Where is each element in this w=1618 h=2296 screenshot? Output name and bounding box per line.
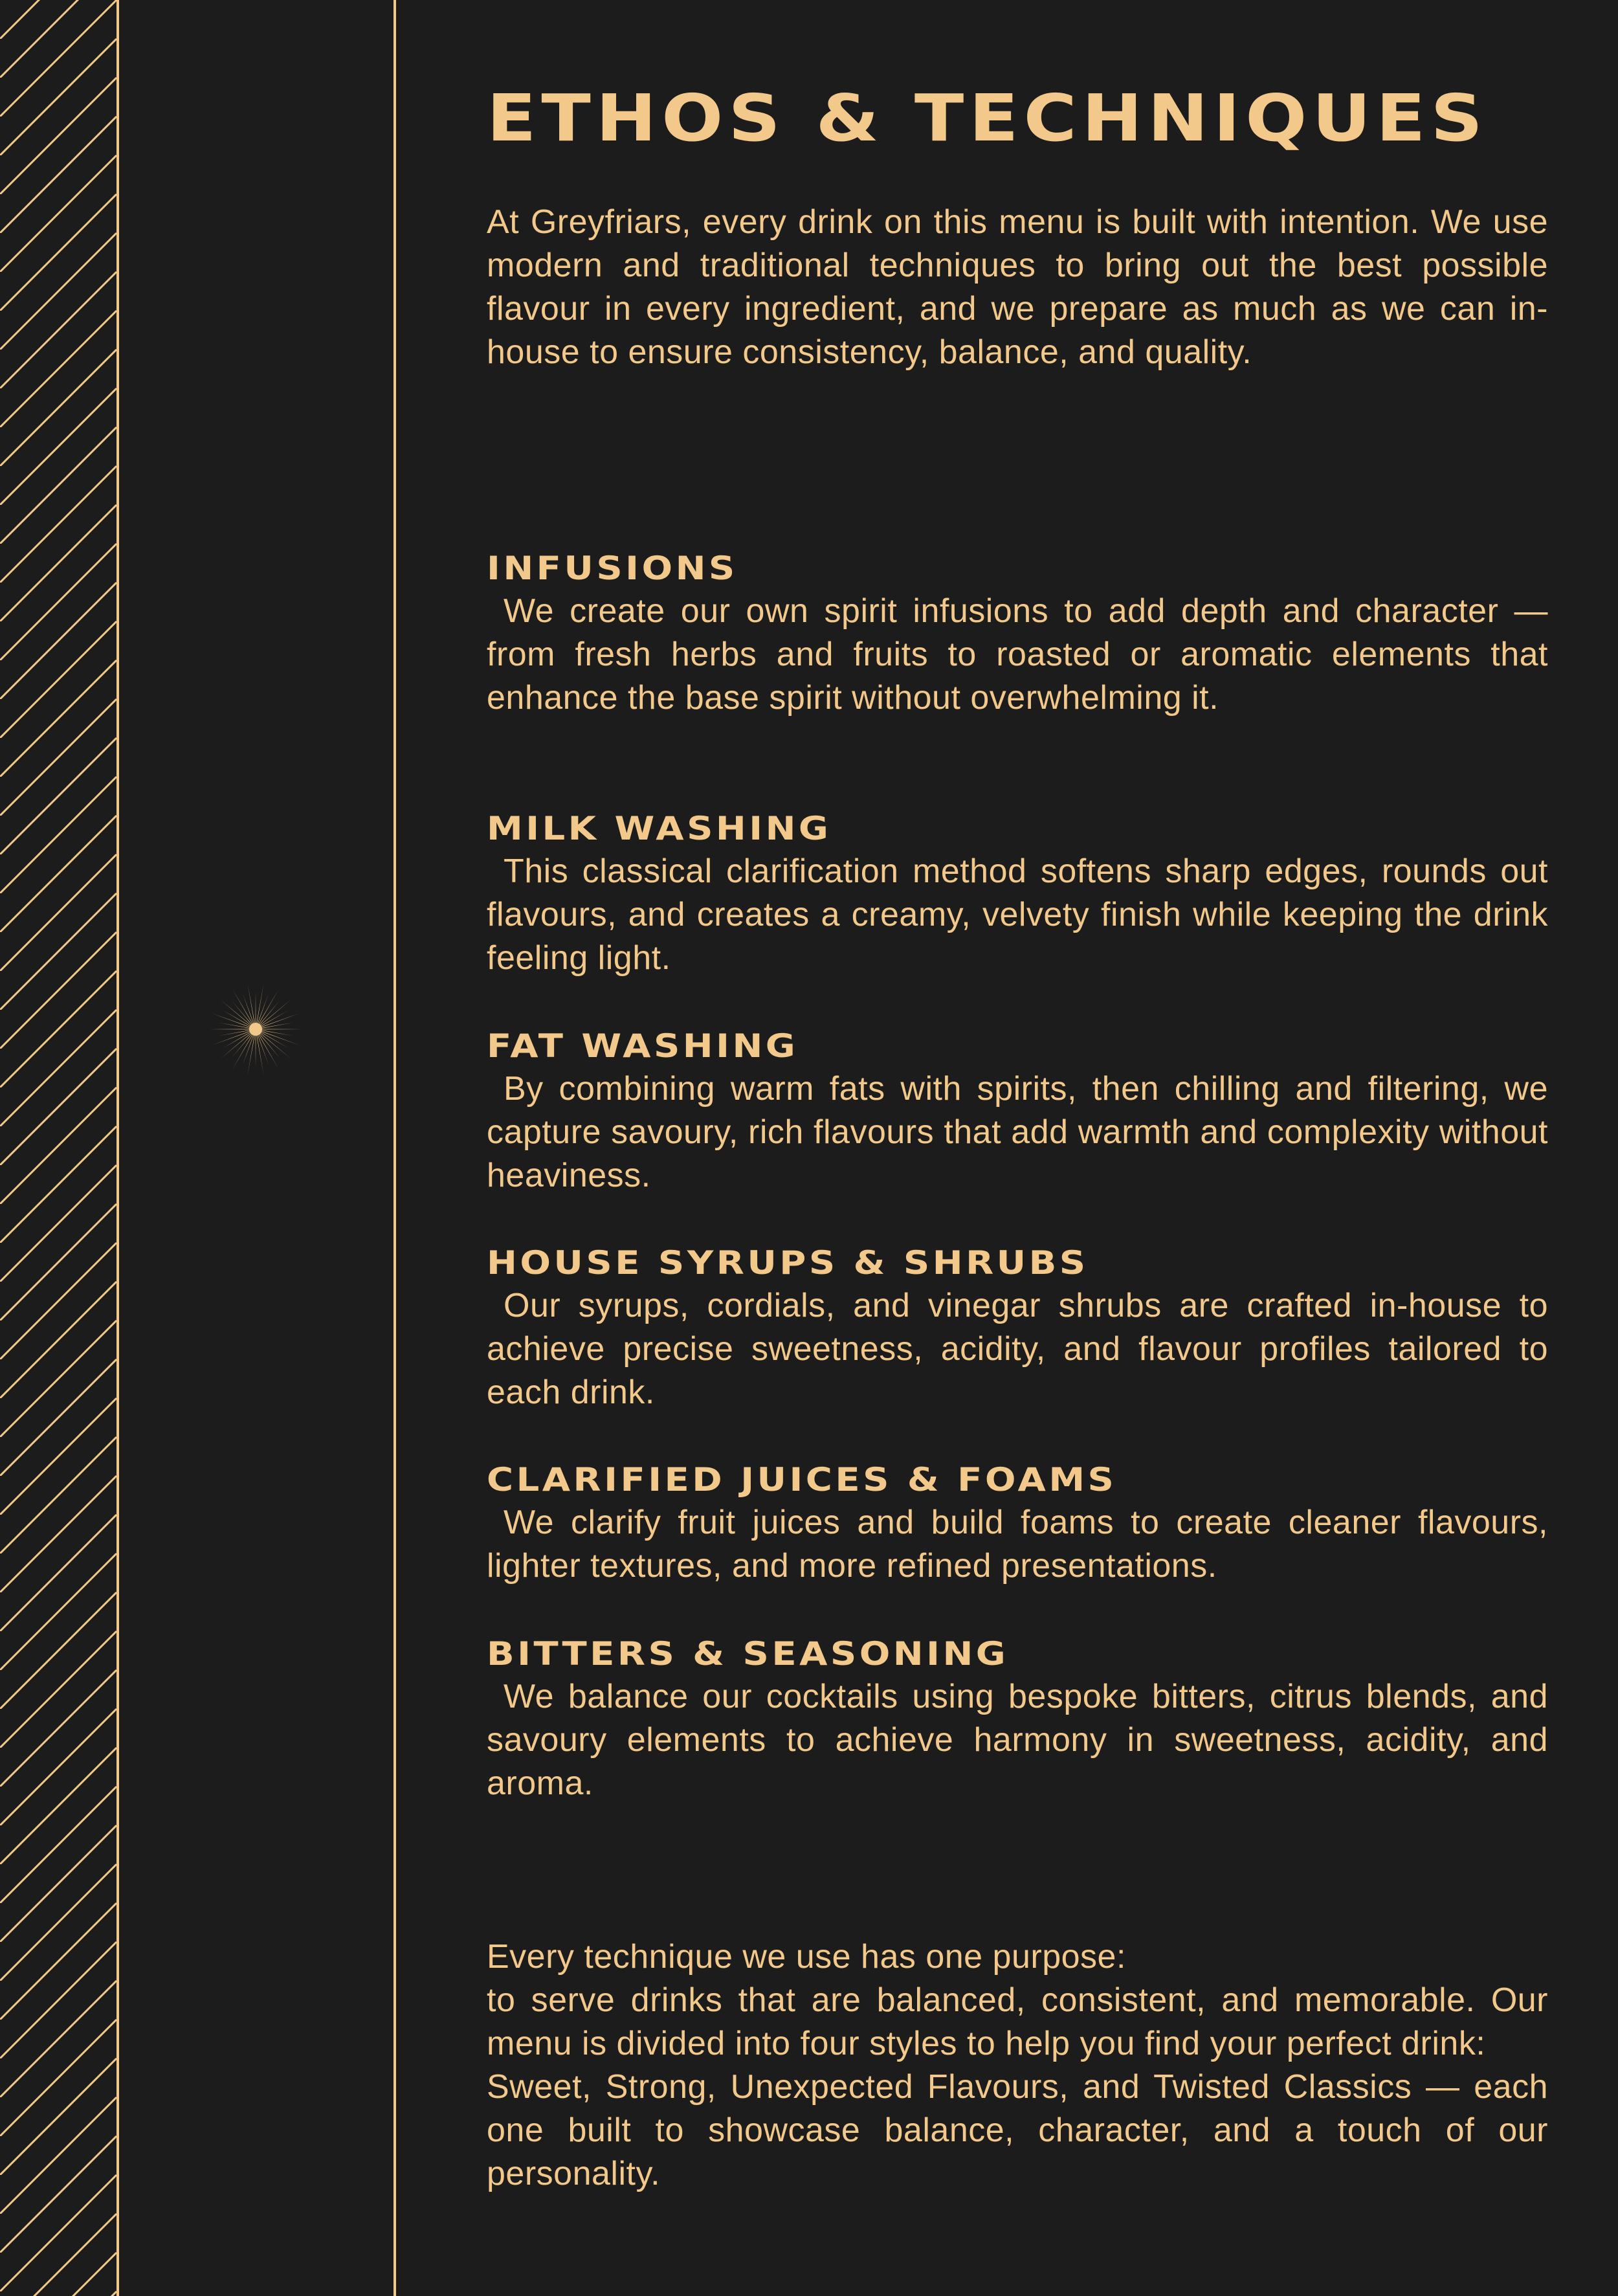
section-fat-washing xyxy=(487,1025,1548,1198)
section-body: We balance our cocktails using bespoke bitters, citrus blends, and savoury elements to achieve harmony in sweetness, acidity, and aroma. xyxy=(487,1678,1548,1802)
section-body: This classical clarification method softens sharp edges, rounds out flavours, and creates a creamy, velvety finish while keeping the drink feeling light. xyxy=(487,853,1548,977)
closing-line-purpose: Every technique we use has one purpose: xyxy=(487,1938,1126,1976)
closing-statement xyxy=(487,1935,1548,2196)
section-heading: BITTERS & SEASONING xyxy=(487,1635,1009,1673)
section-heading: INFUSIONS xyxy=(487,550,738,587)
section-heading: MILK WASHING xyxy=(487,810,832,847)
section-body: We clarify fruit juices and build foams to create cleaner flavours, lighter textures, and more refined presentations. xyxy=(487,1504,1548,1585)
column-divider-line xyxy=(393,0,396,2296)
section-clarified-juices-foams xyxy=(487,1458,1548,1588)
left-border-line xyxy=(116,0,119,2296)
sunburst-star-icon xyxy=(207,981,304,1078)
closing-line-styles-intro: to serve drinks that are balanced, consistent, and memorable. Our menu is divided into four styles to help you find your perfect drink: xyxy=(487,1981,1548,2062)
section-house-syrups-shrubs xyxy=(487,1242,1548,1414)
section-infusions xyxy=(487,547,1548,720)
section-bitters-seasoning xyxy=(487,1633,1548,1805)
diagonal-stripes-pattern xyxy=(0,0,116,2296)
section-heading: FAT WASHING xyxy=(487,1027,799,1065)
section-body: We create our own spirit infusions to add depth and character — from fresh herbs and fruits to roasted or aromatic elements that enhance the base spirit without overwhelming it. xyxy=(487,592,1548,717)
section-heading: CLARIFIED JUICES & FOAMS xyxy=(487,1461,1117,1499)
section-body: Our syrups, cordials, and vinegar shrubs are crafted in-house to achieve precise sweetness, acidity, and flavour profiles tailored to each drink. xyxy=(487,1287,1548,1411)
section-body: By combining warm fats with spirits, then chilling and filtering, we capture savoury, rich flavours that add warmth and complexity without heaviness. xyxy=(487,1070,1548,1194)
intro-paragraph: At Greyfriars, every drink on this menu is built with intention. We use modern and traditional techniques to bring out the best possible flavour in every ingredient, and we prepare as much as we can in-house to ensure consistency, balance, and quality. xyxy=(487,203,1548,371)
page-title: ETHOS & TECHNIQUES xyxy=(487,80,1488,156)
section-milk-washing xyxy=(487,807,1548,980)
closing-line-styles-list: Sweet, Strong, Unexpected Flavours, and Twisted Classics — each one built to showcase balance, character, and a touch of our personality. xyxy=(487,2068,1548,2192)
section-heading: HOUSE SYRUPS & SHRUBS xyxy=(487,1244,1089,1282)
